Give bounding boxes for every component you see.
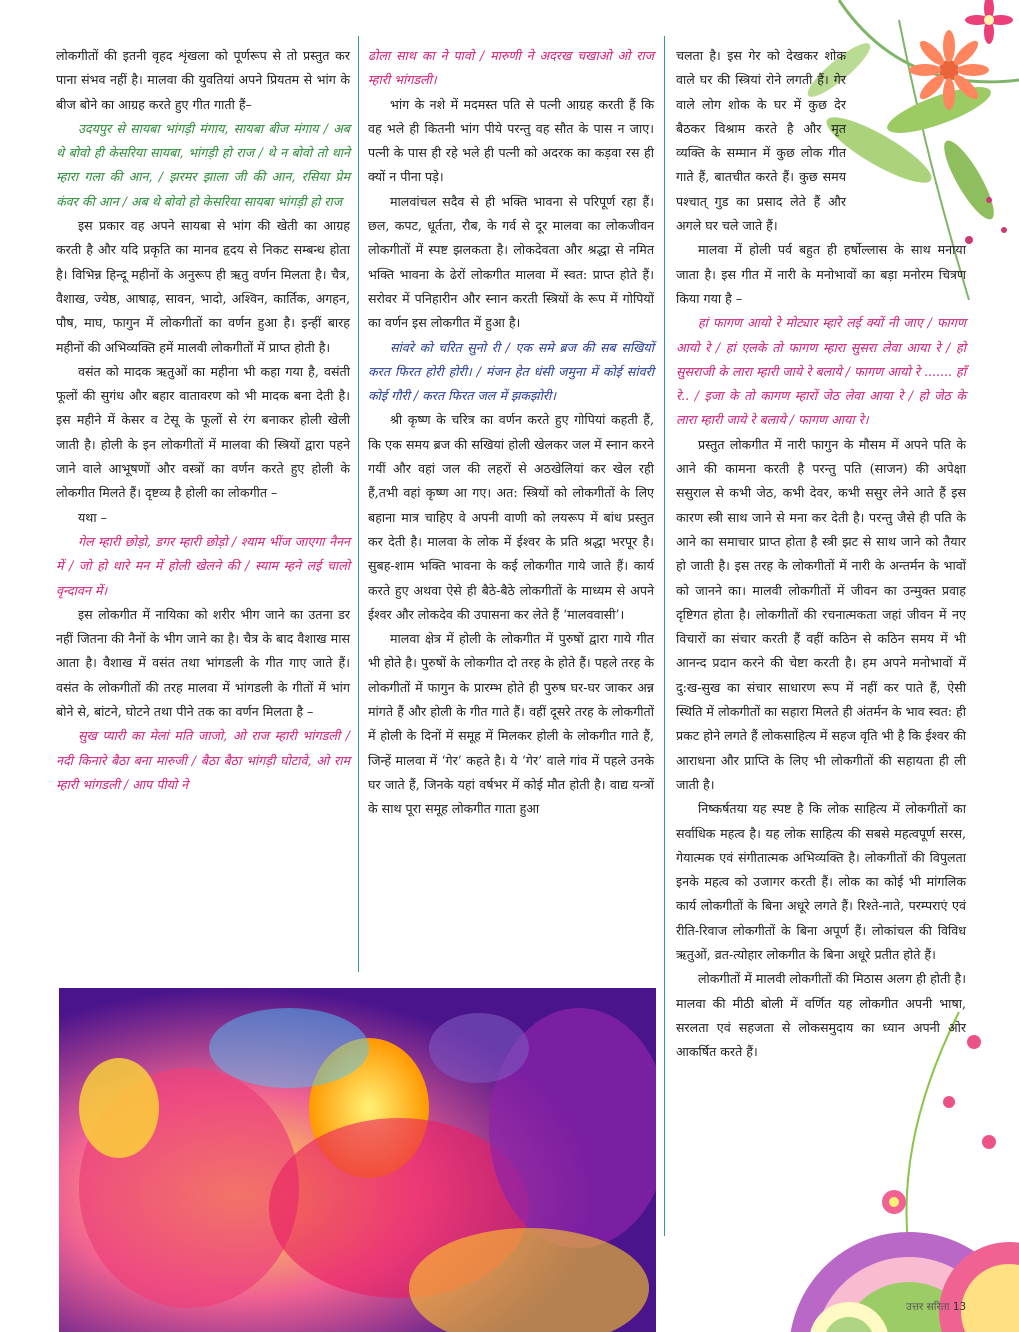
article-column-3 [676, 44, 966, 1064]
paragraph: इस प्रकार वह अपने सायबा से भांग की खेती का आग्रह करती है और यदि प्रकृति का मानव हृदय से निकट सम्बन्ध होता है। विभिन्न हिन्दू महीनों के अनुरूप ही ऋतु वर्णन मिलता है। चैत्र, वैशाख, ज्येष्ठ, आषाढ़, सावन, भादो, अश्विन, कार्तिक, अगहन, पौष, माघ, फागुन में लोकगीतों का वर्णन हुआ है। इन्हीं बारह महीनों की अभिव्यक्ति हमें मालवी लोकगीतों में प्राप्त होती है। [56, 218, 350, 355]
column-divider-left [358, 36, 359, 972]
magazine-name: उत्तर सरिता [906, 1301, 950, 1313]
folk-song-verse: सुख प्यारी का मेलां मति जाजो, ओ राज म्हारी भांगडली / नदी किनारे बैठा बना मारुजी / बैठा बैठा भांगड़ी घोटावे, ओ राम म्हारी भांगडली / आप पीयो ने [56, 728, 350, 792]
folk-song-verse: गेल म्हारी छोड़ो, डगर म्हारी छोड़ो / श्याम भींज जाएगा नैनन में / जो हो थारे मन में होली खेलने की / स्याम म्हने लई चालो वृन्दावन में। [56, 533, 350, 598]
paragraph: इस लोकगीत में नायिका को शरीर भीग जाने का उतना डर नहीं जितना की नैनों के भीग जाने का है। चैत्र के बाद वैशाख मास आता है। वैशाख में वसंत तथा भांगडली के गीत गाए जाते हैं। वसंत के लोकगीतों की तरह मालवा में भांगडली के गीतों में भांग बोने से, बांटने, घोटने तथा पीने तक का वर्णन मिलता है – [56, 606, 350, 720]
paragraph: चलता है। इस गेर को देखकर शोक वाले घर की स्त्रियां रोने लगती हैं। गेर वाले लोग शोक के घर में कुछ देर बैठकर विश्राम करते है और मृत व्यक्ति के सम्मान में कुछ लोक गीत गाते हैं, बातचीत करते हैं। कुछ समय पश्चात् गुड का प्रसाद लेते हैं और अगले घर चले जाते हैं। [676, 48, 846, 234]
holi-celebration-photo [59, 988, 656, 1332]
paragraph: मालवा में होली पर्व बहुत ही हर्षोल्लास के साथ मनाया जाता है। इस गीत में नारी के मनोभावों का बड़ा मनोरम चित्रण किया गया है – [676, 242, 966, 306]
paragraph: मालवांचल सदैव से ही भक्ति भावना से परिपूर्ण रहा हैं। छल, कपट, धूर्तता, रौब, के गर्व से दूर मालवा का लोकजीवन लोकगीतों में स्पष्ट झलकता है। लोकदेवता और श्रद्धा से नमित भक्ति भावना के ढेरों लोकगीत मालवा में स्वत: प्राप्त होते हैं। सरोवर में पनिहारीन और स्नान करती स्त्रियों के रूप में गोपियों का वर्णन इस लोकगीत में हुआ है। [368, 193, 654, 331]
paragraph: लोकगीतों की इतनी वृहद शृंखला को पूर्णरूप से तो प्रस्तुत कर पाना संभव नहीं है। मालवा की युवतियां अपने प्रियतम से भांग के बीज बोने का आग्रह करते हुए गीत गाती हैं– [56, 48, 350, 112]
folk-song-verse: उदयपुर से सायबा भांगड़ी मंगाय, सायबा बीज मंगाय / अब थे बोवो ही केसरिया सायबा, भांगड़ी हो राज / थे न बोवो तो थाने म्हारा गला की आन, / झरमर झाला जी की आन, रसिया प्रेम कंवर की आन / अब थे बोवो हो केसरिया सायबा भांगड़ी हो राज [56, 120, 350, 209]
paragraph: यथा – [78, 509, 107, 525]
page-number: 13 [952, 1301, 967, 1313]
paragraph: निष्कर्षतया यह स्पष्ट है कि लोक साहित्य में लोकगीतों का सर्वाधिक महत्व है। यह लोक साहित्य की सबसे महत्वपूर्ण सरस, गेयात्मक एवं संगीतात्मक अभिव्यक्ति है। लोकगीतों की विपुलता इनके महत्व को उजागर करती हैं। लोक का कोई भी मांगलिक कार्य लोकगीतों के बिना अधूरे लगते हैं। रिश्ते-नाते, परम्पराएं एवं रीति-रिवाज लोकगीतों के बिना अपूर्ण हैं। लोकांचल की विविध ऋतुओं, व्रत-त्योहार लोकगीत के बिना अधूरे प्रतीत होते हैं। [676, 801, 966, 962]
paragraph: श्री कृष्ण के चरित्र का वर्णन करते हुए गोपियां कहती हैं, कि एक समय ब्रज की सखियां होली खेलकर जल में स्नान करने गयीं और वहां जल की लहरों से अठखेलियां कर खेल रही हैं,तभी वहां कृष्ण आ गए। अत: स्त्रियों को लोकगीतों के लिए बहाना मात्र चाहिए वे अपनी वाणी को लयरूप में बांध प्रस्तुत कर देती है। मालवा के लोक में ईश्वर के प्रति श्रद्धा भरपूर है। सुबह-शाम भक्ति भावना के कई लोकगीत गाये जाते हैं। कार्य करते हुए अथवा ऐसे ही बैठे-बैठे लोकगीतों के माध्यम से अपने ईश्वर और लोकदेव की उपासना कर लेते हैं ‘मालववासी’। [368, 412, 654, 622]
folk-song-verse: हां फागण आयो रे मोट्यार म्हारे लई क्यों नी जाए / फागण आयो रे / हां एलके तो फागण म्हारा सुसरा लेवा आया रे / हो सुसराजी के लारा म्हारी जाये रे बलाये / फागण आयो रे ....... हाँ रे.. / इजा के तो कागण म्हारों जेठ लेवा आया रे / हो जेठ के लारा म्हारी जाये रे बलाये / फागण आया रे। [676, 315, 966, 428]
article-column-2 [368, 44, 654, 822]
folk-song-verse: सांवरे को चरित सुनो री / एक समे ब्रज की सब सखियों करत फिरत होरी होरी। / मंजन हेत धंसी जमुना में कोई सांवरी कोई गौरी / करत फिरत जल में झकझोरी। [368, 339, 654, 404]
column-divider-right [664, 36, 665, 1236]
paragraph: मालवा क्षेत्र में होली के लोकगीत में पुरुषों द्वारा गाये गीत भी होते है। पुरुषों के लोकगीत दो तरह के होते हैं। पहले तरह के लोकगीतों में फागुन के प्रारम्भ होते ही पुरुष घर-घर जाकर अन्न मांगते हैं और होली के गीत गाते हैं। वहीं दूसरे तरह के लोकगीतों में होली के दिनों में समूह में मिलकर होली के लोकगीत गाते हैं, जिन्हें मालवा में ‘गेर’ कहते है। ये ‘गेर’ वाले गांव में पहले उनके घर जाते हैं, जिनके यहां वर्षभर में कोई मौत होती है। वाद्य यन्त्रों के साथ पूरा समूह लोकगीत गाता हुआ [368, 631, 654, 817]
paragraph: भांग के नशे में मदमस्त पति से पत्नी आग्रह करती हैं कि वह भले ही कितनी भांग पीये परन्तु वह सौत के पास न जाए। पत्नी के पास ही रहे भले ही पत्नी को अदरक का कड़वा रस ही क्यों न पीना पड़े। [368, 96, 654, 185]
page-footer [906, 1300, 966, 1314]
paragraph: लोकगीतों में मालवी लोकगीतों की मिठास अलग ही होती है। मालवा की मीठी बोली में वर्णित यह लोकगीत अपनी भाषा, सरलता एवं सहजता से लोकसमुदाय का ध्यान अपनी ओर आकर्षित करते हैं। [676, 971, 966, 1060]
folk-song-verse: ढोला साथ का ने पावो / मारुणी ने अदरख चखाओ ओ राज म्हारी भांगडली। [368, 48, 654, 88]
paragraph: वसंत को मादक ऋतुओं का महीना भी कहा गया है, वसंती फूलों की सुगंध और बहार वातावरण को भी मादक बना देती है। इस महीने में केसर व टेसू के फूलों से रंग बनाकर होली खेली जाती है। होली के इन लोकगीतों में मालवा की स्त्रियों द्वारा पहने जाने वाले आभूषणों और वस्त्रों का वर्णन करते हुए होली के लोकगीत मिलते हैं। दृष्टव्य है होली का लोकगीत – [56, 363, 350, 501]
paragraph: प्रस्तुत लोकगीत में नारी फागुन के मौसम में अपने पति के आने की कामना करती है परन्तु पति (साजन) की अपेक्षा ससुराल से कभी जेठ, कभी देवर, कभी ससुर लेने आते हैं इस कारण स्त्री साथ जाने से मना कर देती है। परन्तु जैसे ही पति के आने का समाचार प्राप्त होता है स्त्री झट से साथ जाने को तैयार हो जाती है। इस तरह के लोकगीतों में नारी के अन्तर्मन के भावों को जानने का। मालवी लोकगीतों में जीवन का उन्मुक्त प्रवाह दृष्टिगत होता है। लोकगीतों की रचनात्मकता जहां जीवन में नए विचारों का संचार करती हैं वहीं कठिन से कठिन समय में भी आनन्द प्रदान करने की चेष्टा करती है। हम अपने मनोभावों में दु:ख-सुख का संचार साधारण रूप में नहीं कर पाते हैं, ऐसी स्थिति में लोकगीतों का सहारा मिलते ही अंतर्मन के भाव स्वत: ही प्रकट होने लगते हैं लोकसाहित्य में सहज वृति भी है कि ईश्वर की आराधना और प्राप्ति के लिए भी लोकगीतों की सहायता ही ली जाती है। [676, 436, 966, 792]
article-column-1 [56, 44, 350, 797]
